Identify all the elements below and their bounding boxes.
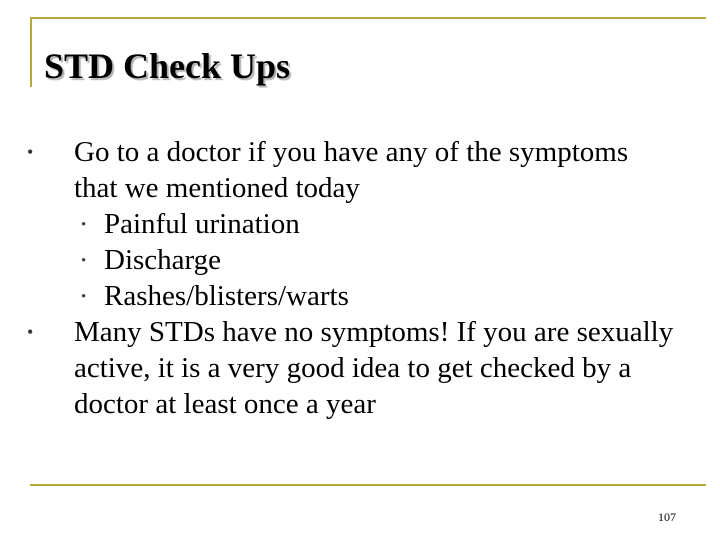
bullet-text: Many STDs have no symptoms! If you are sexually active, it is a very good idea to get checked by a doctor at least once a year bbox=[74, 316, 674, 420]
bullet-item-doctor bbox=[0, 134, 674, 314]
subbullet-item-painful-urination bbox=[74, 206, 674, 242]
slide-title: STD Check Ups bbox=[44, 46, 291, 86]
frame-top-line bbox=[30, 17, 706, 19]
bullet-item-no-symptoms bbox=[0, 314, 674, 422]
bullet-icon: • bbox=[27, 142, 34, 162]
subbullet-item-rashes bbox=[74, 278, 674, 314]
bullet-icon: • bbox=[27, 322, 34, 342]
subbullet-icon: • bbox=[81, 289, 87, 305]
bullet-text: Go to a doctor if you have any of the symptoms that we mentioned today bbox=[74, 136, 629, 204]
frame-bottom-line bbox=[30, 484, 706, 486]
subbullet-text: Rashes/blisters/warts bbox=[104, 280, 349, 312]
subbullet-icon: • bbox=[81, 253, 87, 269]
subbullet-text: Painful urination bbox=[104, 208, 300, 240]
subbullet-icon: • bbox=[81, 217, 87, 233]
subbullet-item-discharge bbox=[74, 242, 674, 278]
page-number: 107 bbox=[658, 510, 676, 524]
subbullet-text: Discharge bbox=[104, 244, 222, 276]
slide-body bbox=[0, 134, 720, 422]
frame-left-line bbox=[30, 17, 32, 87]
